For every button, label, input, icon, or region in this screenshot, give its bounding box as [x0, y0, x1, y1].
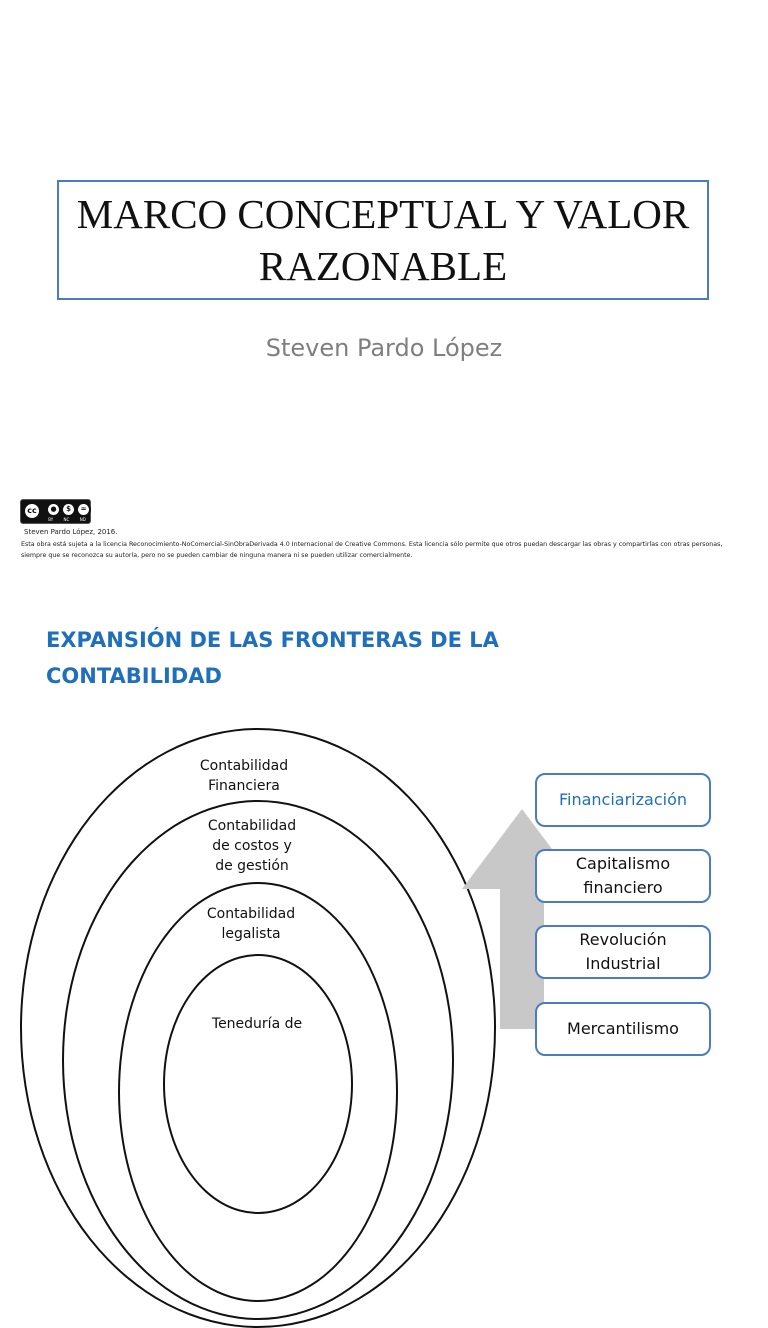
label-contabilidad-financiera	[164, 756, 324, 796]
label-contabilidad-costos	[172, 816, 332, 876]
upward-arrow-icon	[462, 809, 562, 1029]
cc-badge-tags	[43, 517, 91, 522]
title-box	[57, 180, 709, 300]
label-line: Financiera	[208, 778, 280, 794]
slide-subtitle: Steven Pardo López	[265, 334, 503, 362]
creative-commons-badge[interactable]	[20, 499, 91, 524]
content-slide	[0, 580, 768, 1038]
noncommercial-icon: $	[61, 502, 76, 517]
stage-revolucion-industrial	[535, 925, 711, 979]
label-line: de costos y	[212, 838, 292, 854]
stage-line: Mercantilismo	[567, 1019, 679, 1038]
nd-tag: ND	[79, 517, 86, 522]
label-contabilidad-legalista	[171, 904, 331, 944]
stage-line: Financiarización	[558, 790, 687, 809]
slide-title: MARCO CONCEPTUAL Y VALOR RAZONABLE	[76, 191, 690, 289]
slide-heading: EXPANSIÓN DE LAS FRONTERAS DE LA CONTABILIDAD	[46, 628, 499, 688]
nc-tag: NC	[63, 517, 70, 522]
stage-line: Capitalismo	[575, 854, 671, 873]
label-line: Contabilidad	[199, 758, 289, 774]
by-tag: BY	[48, 517, 54, 522]
stage-mercantilismo	[535, 1002, 711, 1056]
label-line: Contabilidad	[206, 906, 296, 922]
cc-icon: cc	[23, 502, 41, 520]
license-author: Steven Pardo López, 2016.	[24, 528, 118, 536]
label-line: Contabilidad	[207, 818, 297, 834]
attribution-icon: ●	[46, 502, 61, 517]
label-line: Teneduría de	[211, 1016, 303, 1032]
stage-line: financiero	[583, 878, 663, 897]
stage-line: Industrial	[585, 954, 661, 973]
label-line: legalista	[221, 926, 281, 942]
stage-line: Revolución	[579, 930, 667, 949]
noderivatives-icon: =	[76, 502, 91, 517]
license-text: Esta obra está sujeta a la licencia Reconocimiento-NoComercial-SinObraDerivada 4.0 Internacional de Creative Commons. Esta licencia sólo permite que otros puedan descargar las obras y compartirlas con otras personas, siempre que se reconozca su autoría, pero no se pueden cambiar de ninguna manera ni se pueden utilizar comercialmente.	[21, 541, 723, 559]
stage-financiarizacion	[535, 773, 711, 827]
label-teneduria	[177, 1014, 337, 1034]
label-line: de gestión	[215, 858, 289, 874]
circle-teneduria	[163, 954, 353, 1214]
title-slide	[0, 0, 768, 580]
stage-capitalismo-financiero	[535, 849, 711, 903]
